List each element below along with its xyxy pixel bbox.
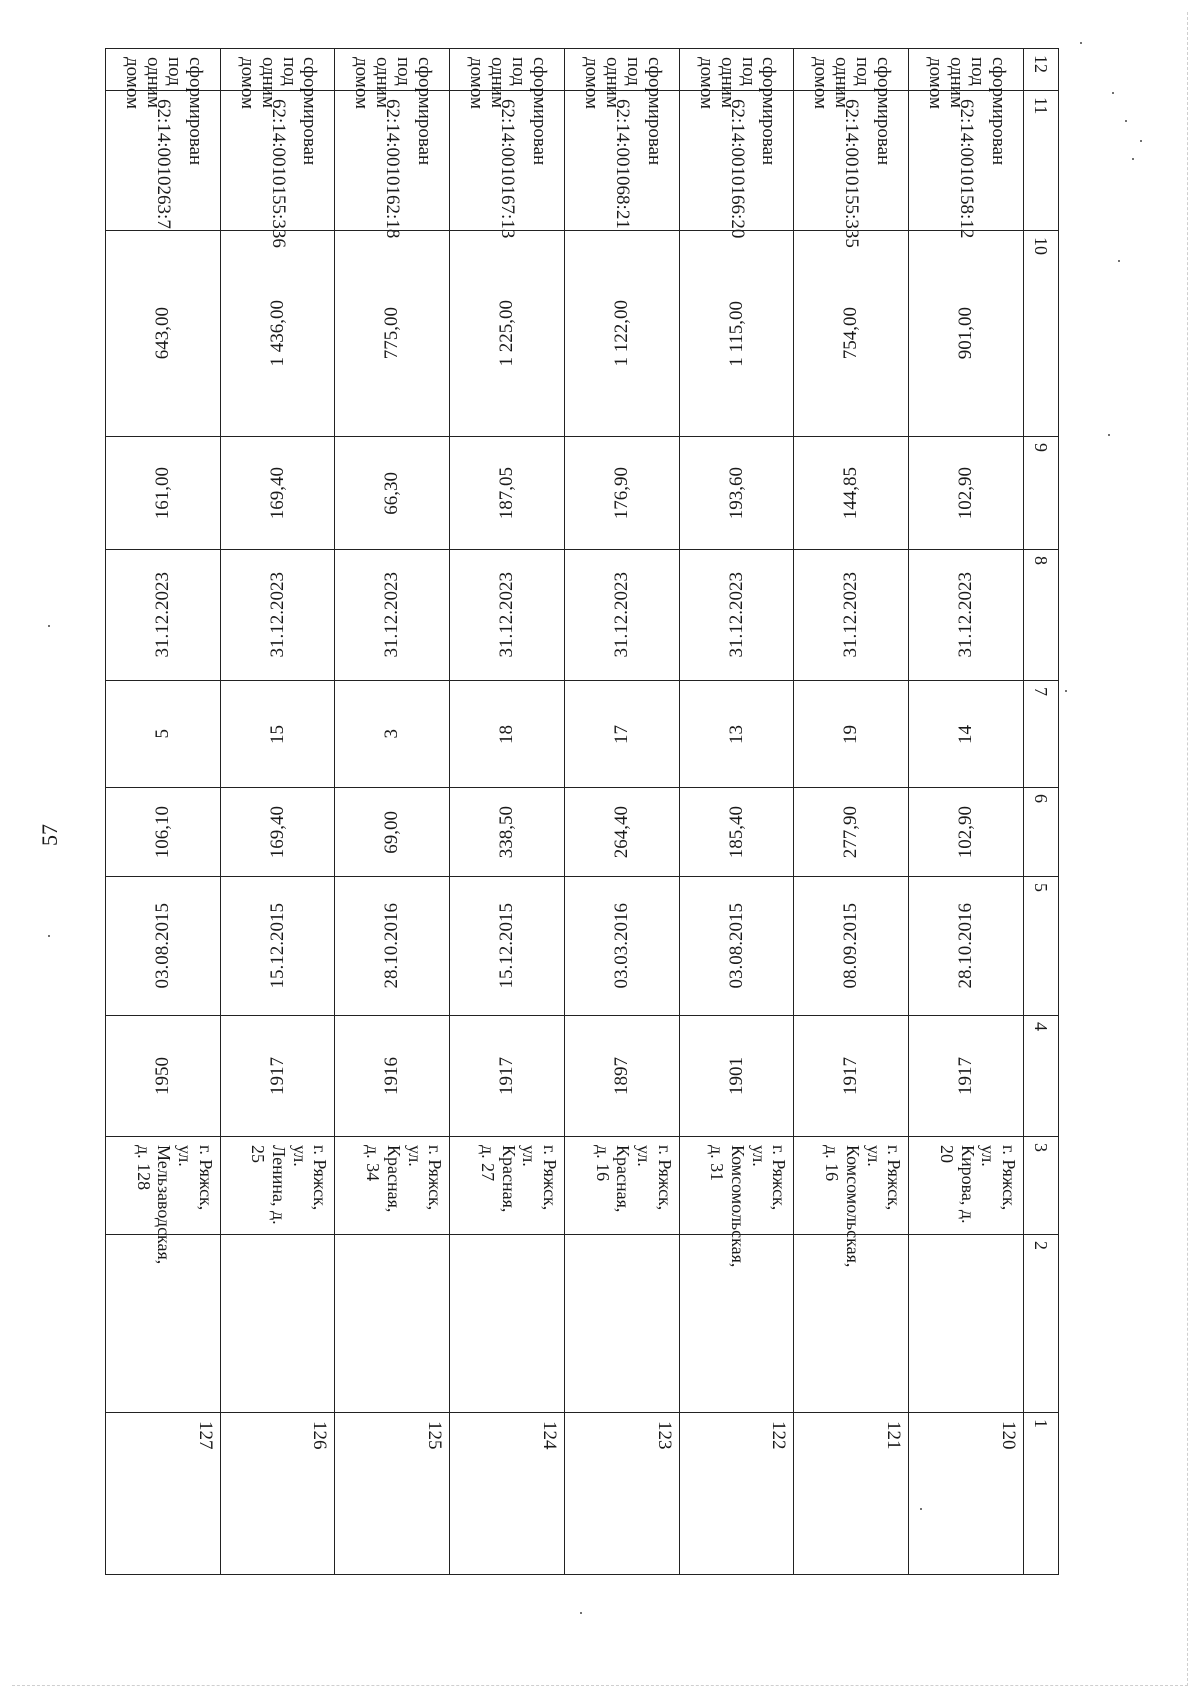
cell-area-2-text: 66,30 <box>381 471 403 515</box>
col-header-5: 8 <box>1024 550 1059 681</box>
scan-speck <box>1118 260 1120 262</box>
cell-count <box>335 681 450 788</box>
table-row <box>679 49 794 1575</box>
cell-year <box>794 1016 909 1137</box>
col-header-3: 10 <box>1024 231 1059 437</box>
cell-address: г. Ряжск, ул. Комсомольская, д. 16 <box>794 1137 909 1235</box>
cell-address: г. Ряжск, ул. Красная, д. 27 <box>450 1137 565 1235</box>
col-header-12: 1 <box>1024 1413 1059 1575</box>
cell-col-2 <box>909 1235 1024 1413</box>
cell-date <box>450 877 565 1016</box>
cell-count-text: 18 <box>496 724 518 744</box>
table-row <box>909 49 1024 1575</box>
register-table <box>105 48 1059 1575</box>
cell-count <box>106 681 221 788</box>
cell-area-2 <box>679 437 794 550</box>
cell-col-2 <box>335 1235 450 1413</box>
cell-price-text: 1 436,00 <box>266 300 288 367</box>
col-header-11: 2 <box>1024 1235 1059 1413</box>
cell-area-2 <box>565 437 680 550</box>
cell-price <box>220 231 335 437</box>
cell-price <box>909 231 1024 437</box>
cell-cadastral: 62:14:0010158:12 <box>909 91 1024 231</box>
table-row <box>220 49 335 1575</box>
cell-status: сформирован под одним домом <box>794 49 909 91</box>
cell-date-text: 03.08.2015 <box>725 903 747 989</box>
cell-price <box>794 231 909 437</box>
cell-area-2 <box>106 437 221 550</box>
cell-area-text: 106,10 <box>151 805 173 859</box>
cell-col-2 <box>565 1235 680 1413</box>
cell-area <box>450 788 565 877</box>
col-header-6: 7 <box>1024 681 1059 788</box>
cell-date-text: 28.10.2016 <box>381 903 403 989</box>
cell-count <box>565 681 680 788</box>
cell-date-text: 03.08.2015 <box>151 903 173 989</box>
cell-deadline <box>106 550 221 681</box>
cell-address: г. Ряжск, ул. Красная, д. 34 <box>335 1137 450 1235</box>
cell-count <box>909 681 1024 788</box>
cell-area-text: 102,90 <box>955 805 977 859</box>
cell-area <box>106 788 221 877</box>
cell-address: г. Ряжск, ул. Кирова, д. 20 <box>909 1137 1024 1235</box>
cell-count-text: 14 <box>955 724 977 744</box>
cell-year <box>565 1016 680 1137</box>
col-header-10: 3 <box>1024 1137 1059 1235</box>
cell-cadastral: 62:14:001068:21 <box>565 91 680 231</box>
cell-area <box>565 788 680 877</box>
cell-count-text: 17 <box>610 724 632 744</box>
cell-address: г. Ряжск, ул. Комсомольская, д. 31 <box>679 1137 794 1235</box>
cell-year <box>220 1016 335 1137</box>
cell-count-text: 3 <box>381 729 403 739</box>
cell-date <box>106 877 221 1016</box>
cell-date <box>679 877 794 1016</box>
scan-speck <box>48 935 50 937</box>
cell-deadline-text: 31.12.2023 <box>381 572 403 658</box>
cell-deadline <box>909 550 1024 681</box>
cell-count-text: 5 <box>151 729 173 739</box>
cell-deadline-text: 31.12.2023 <box>725 572 747 658</box>
cell-area-2 <box>909 437 1024 550</box>
col-header-2: 11 <box>1024 91 1059 231</box>
cell-price-text: 643,00 <box>151 307 173 360</box>
table-row <box>106 49 221 1575</box>
table-row <box>450 49 565 1575</box>
scan-speck <box>1108 434 1110 436</box>
cell-price-text: 754,00 <box>840 307 862 360</box>
cell-deadline-text: 31.12.2023 <box>610 572 632 658</box>
cell-area <box>220 788 335 877</box>
cell-area-2-text: 102,90 <box>955 466 977 520</box>
cell-row-number: 123 <box>565 1413 680 1575</box>
cell-area-2 <box>335 437 450 550</box>
cell-row-number: 125 <box>335 1413 450 1575</box>
cell-area <box>794 788 909 877</box>
cell-cadastral: 62:14:0010162:18 <box>335 91 450 231</box>
cell-deadline-text: 31.12.2023 <box>840 572 862 658</box>
cell-year-text: 1897 <box>610 1057 632 1095</box>
cell-deadline-text: 31.12.2023 <box>955 572 977 658</box>
col-header-7: 6 <box>1024 788 1059 877</box>
cell-area-2-text: 161,00 <box>151 466 173 520</box>
table-body <box>106 49 1024 1575</box>
cell-count-text: 19 <box>840 724 862 744</box>
cell-date-text: 15.12.2015 <box>496 903 518 989</box>
cell-price-text: 901,00 <box>955 307 977 360</box>
cell-count-text: 13 <box>725 724 747 744</box>
cell-area-2 <box>220 437 335 550</box>
cell-year-text: 1917 <box>266 1057 288 1095</box>
cell-area-2-text: 144,85 <box>840 466 862 520</box>
cell-col-2 <box>220 1235 335 1413</box>
cell-cadastral: 62:14:0010166:20 <box>679 91 794 231</box>
cell-year-text: 1917 <box>496 1057 518 1095</box>
cell-deadline <box>450 550 565 681</box>
table-row <box>335 49 450 1575</box>
cell-count <box>679 681 794 788</box>
cell-date <box>909 877 1024 1016</box>
cell-price-text: 1 122,00 <box>610 300 632 367</box>
cell-address: г. Ряжск, ул. Красная, д. 16 <box>565 1137 680 1235</box>
scan-speck <box>1125 120 1127 122</box>
cell-area <box>679 788 794 877</box>
cell-deadline <box>794 550 909 681</box>
cell-year-text: 1916 <box>381 1057 403 1095</box>
scan-speck <box>1140 140 1142 142</box>
cell-area-text: 277,90 <box>840 805 862 859</box>
cell-deadline-text: 31.12.2023 <box>266 572 288 658</box>
cell-row-number: 127 <box>106 1413 221 1575</box>
cell-year <box>909 1016 1024 1137</box>
cell-status: сформирован под одним домом <box>106 49 221 91</box>
cell-deadline-text: 31.12.2023 <box>496 572 518 658</box>
cell-deadline-text: 31.12.2023 <box>151 572 173 658</box>
cell-cadastral: 62:14:0010263:7 <box>106 91 221 231</box>
cell-deadline <box>565 550 680 681</box>
col-header-4: 9 <box>1024 437 1059 550</box>
cell-date <box>794 877 909 1016</box>
scan-speck <box>48 625 50 627</box>
cell-year-text: 1917 <box>955 1057 977 1095</box>
cell-area-text: 338,50 <box>496 805 518 859</box>
col-header-8: 5 <box>1024 877 1059 1016</box>
cell-price <box>335 231 450 437</box>
cell-price <box>565 231 680 437</box>
cell-area <box>909 788 1024 877</box>
cell-status: сформирован под одним домом <box>220 49 335 91</box>
cell-area-text: 69,00 <box>381 810 403 854</box>
cell-row-number: 120 <box>909 1413 1024 1575</box>
cell-deadline <box>220 550 335 681</box>
cell-price-text: 775,00 <box>381 307 403 360</box>
cell-col-2 <box>450 1235 565 1413</box>
cell-count <box>794 681 909 788</box>
cell-status: сформирован под одним домом <box>335 49 450 91</box>
cell-area-2-text: 176,90 <box>610 466 632 520</box>
header-row <box>1024 49 1059 1575</box>
cell-date <box>335 877 450 1016</box>
cell-date-text: 28.10.2016 <box>955 903 977 989</box>
cell-date <box>565 877 680 1016</box>
cell-status: сформирован под одним домом <box>450 49 565 91</box>
cell-cadastral: 62:14:0010155:335 <box>794 91 909 231</box>
register-table-container <box>105 48 1059 1574</box>
scan-speck <box>1132 158 1134 160</box>
cell-cadastral: 62:14:0010155:336 <box>220 91 335 231</box>
cell-area-2-text: 193,60 <box>725 466 747 520</box>
cell-year <box>679 1016 794 1137</box>
cell-count <box>220 681 335 788</box>
cell-area-text: 264,40 <box>610 805 632 859</box>
cell-date-text: 15.12.2015 <box>266 903 288 989</box>
cell-area-2-text: 187,05 <box>496 466 518 520</box>
cell-year <box>450 1016 565 1137</box>
col-header-1: 12 <box>1024 49 1059 91</box>
cell-price <box>679 231 794 437</box>
cell-year-text: 1950 <box>151 1057 173 1095</box>
cell-row-number: 121 <box>794 1413 909 1575</box>
cell-year-text: 1917 <box>840 1057 862 1095</box>
cell-price-text: 1 115,00 <box>725 300 747 367</box>
cell-cadastral: 62:14:0010167:13 <box>450 91 565 231</box>
cell-count <box>450 681 565 788</box>
cell-area-2 <box>450 437 565 550</box>
cell-count-text: 15 <box>266 724 288 744</box>
table-row <box>794 49 909 1575</box>
cell-address: г. Ряжск, ул. Ленина, д. 25 <box>220 1137 335 1235</box>
cell-area-2 <box>794 437 909 550</box>
cell-date-text: 03.03.2016 <box>610 903 632 989</box>
cell-price-text: 1 225,00 <box>496 300 518 367</box>
cell-row-number: 122 <box>679 1413 794 1575</box>
cell-row-number: 124 <box>450 1413 565 1575</box>
cell-deadline <box>335 550 450 681</box>
page-number: 57 <box>37 824 62 846</box>
cell-area-text: 185,40 <box>725 805 747 859</box>
cell-address: г. Ряжск, ул. Мельзаводская, д. 128 <box>106 1137 221 1235</box>
cell-row-number: 126 <box>220 1413 335 1575</box>
cell-date-text: 08.09.2015 <box>840 903 862 989</box>
cell-deadline <box>679 550 794 681</box>
cell-price <box>450 231 565 437</box>
scan-speck <box>580 1612 582 1614</box>
scan-speck <box>1065 690 1067 692</box>
cell-area <box>335 788 450 877</box>
cell-status: сформирован под одним домом <box>565 49 680 91</box>
cell-status: сформирован под одним домом <box>679 49 794 91</box>
cell-year <box>106 1016 221 1137</box>
cell-area-2-text: 169,40 <box>266 466 288 520</box>
scan-speck <box>1080 42 1082 44</box>
cell-year <box>335 1016 450 1137</box>
col-header-9: 4 <box>1024 1016 1059 1137</box>
cell-area-text: 169,40 <box>266 805 288 859</box>
cell-price <box>106 231 221 437</box>
cell-status: сформирован под одним домом <box>909 49 1024 91</box>
cell-date <box>220 877 335 1016</box>
scan-speck <box>1112 92 1114 94</box>
table-row <box>565 49 680 1575</box>
cell-year-text: 1901 <box>725 1057 747 1095</box>
